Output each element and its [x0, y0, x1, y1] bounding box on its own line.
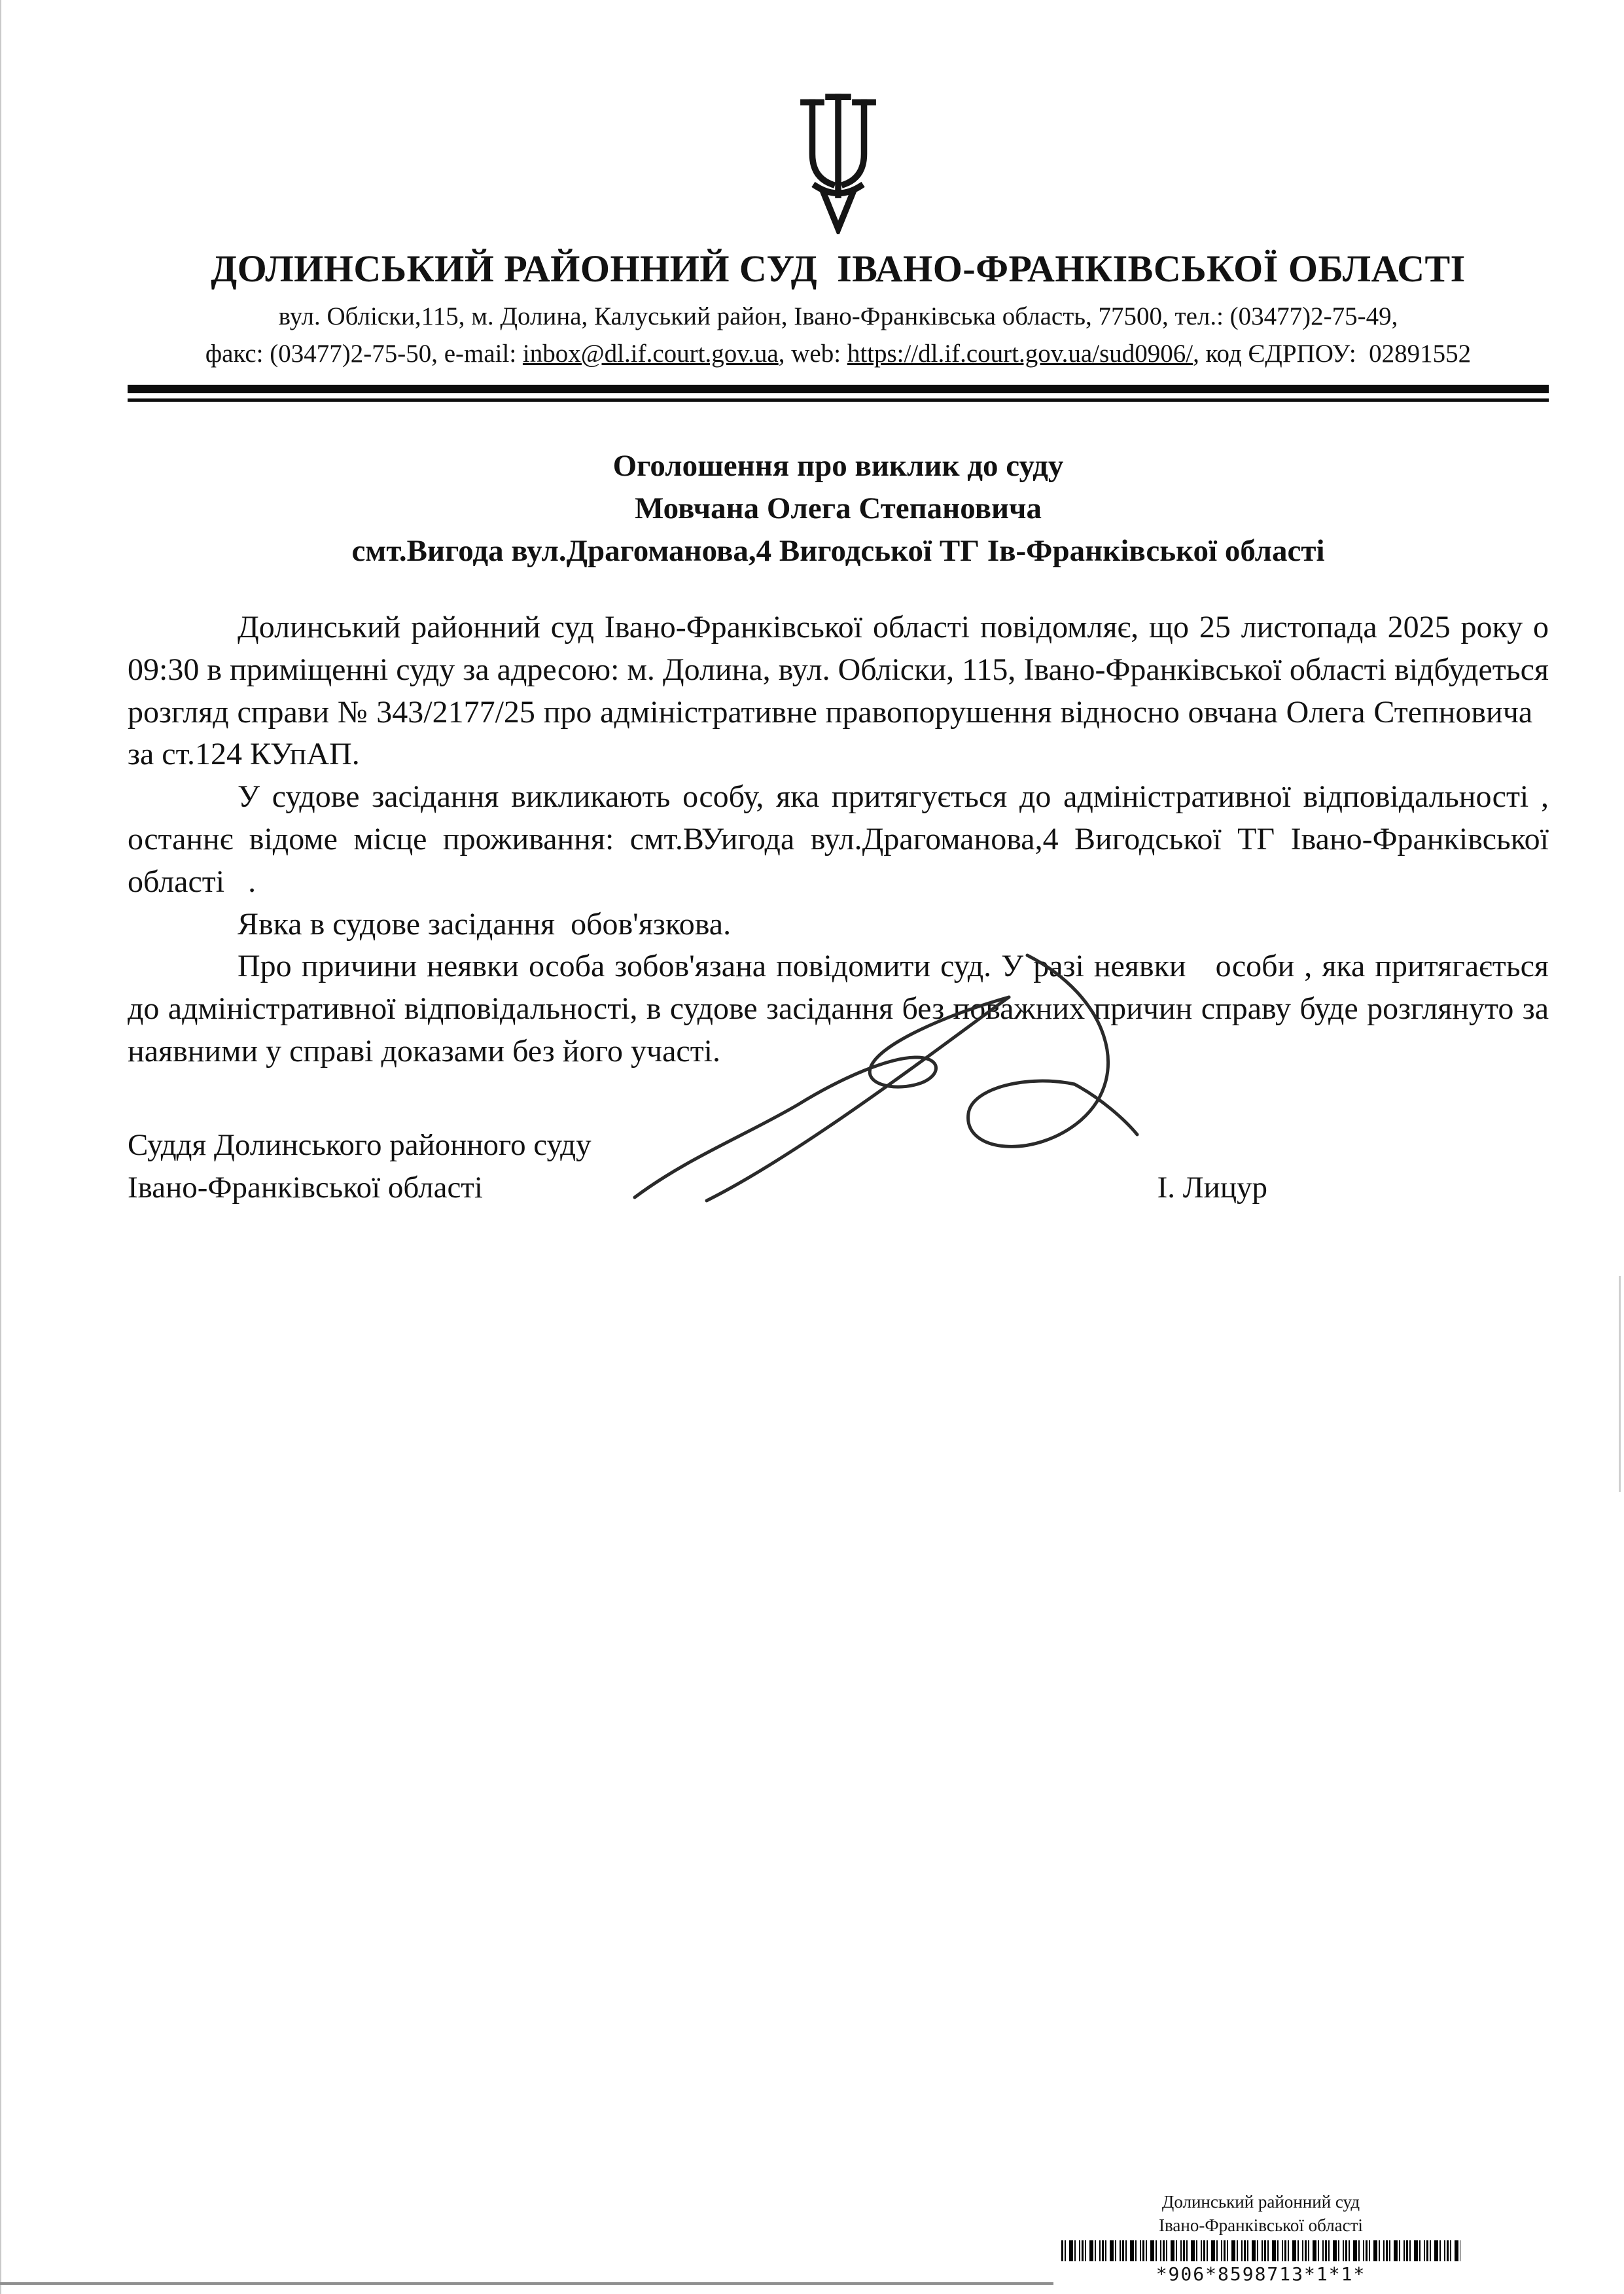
fax-text: факс: (03477)2-75-50, e-mail: [205, 339, 523, 368]
judge-name: І. Лицур [1157, 1171, 1267, 1205]
judge-title-line2: Івано-Франківської області [128, 1171, 483, 1205]
body-paragraph-4: Про причини неявки особа зобов'язана повідомити суд. У разі неявки особи , яка притягається до адміністративної відповідальності, в судове засідання без поважних причин справу буде розглянуто за наявними у справі доказами без його участі. [128, 949, 1549, 1068]
footer-stamp [1061, 2191, 1460, 2286]
signature-block [128, 1124, 1549, 1210]
court-name: ДОЛИНСЬКИЙ РАЙОННИЙ СУД ІВАНО-ФРАНКІВСЬКОЇ ОБЛАСТІ [211, 247, 1466, 290]
barcode [1061, 2240, 1460, 2261]
body-paragraph-2: У судове засідання викликають особу, яка притягується до адміністративної відповідальності , останнє відоме місце проживання: смт.ВУигода вул.Драгоманова,4 Вигодської ТГ Івано-Франківської області . [128, 779, 1549, 899]
document-content [128, 92, 1549, 1210]
edrpou-text: , код ЄДРПОУ: 02891552 [1193, 339, 1472, 368]
web-label-text: , web: [778, 339, 847, 368]
announcement-title-line1: Оголошення про виклик до суду [612, 449, 1064, 484]
barcode-number: *906*8598713*1*1* [1156, 2263, 1366, 2285]
header-divider-thick [128, 385, 1549, 393]
header-divider-thin [128, 398, 1549, 402]
body-paragraph-3: Явка в судове засідання обов'язкова. [238, 906, 732, 942]
body-paragraph-1: Долинський районний суд Івано-Франківської області повідомляє, що 25 листопада 2025 року о 09:30 в приміщенні суду за адресою: м. Долина, вул. Обліски, 115, Івано-Франківської області відбудеться розгляд справи № 343/2177/25 про адміністративне правопорушення відносно овчана Олега Степновича за ст.124 КУпАП. [128, 609, 1549, 772]
address-line-2 [128, 336, 1549, 372]
website-link[interactable]: https://dl.if.court.gov.ua/sud0906/ [847, 339, 1193, 368]
ukraine-trident-emblem-icon [789, 92, 887, 234]
judge-title [128, 1124, 591, 1210]
announcement-title-line2: Мовчана Олега Степановича [634, 491, 1042, 526]
scan-artifact-right-line [1619, 1276, 1621, 1492]
letterhead [128, 92, 1549, 402]
footer-court-line2: Івано-Франківської області [1159, 2215, 1363, 2235]
scan-artifact-bottom-line [0, 2282, 1053, 2285]
address-line-1: вул. Обліски,115, м. Долина, Калуський район, Івано-Франківська область, 77500, тел.: (03477)2-75-49, [278, 302, 1398, 330]
announcement-title-line3: смт.Вигода вул.Драгоманова,4 Вигодської ТГ Ів-Франківської області [351, 534, 1325, 569]
judge-title-line1: Суддя Долинського районного суду [128, 1127, 591, 1162]
footer-court-line1: Долинський районний суд [1161, 2192, 1360, 2212]
email-link[interactable]: inbox@dl.if.court.gov.ua [522, 339, 779, 368]
announcement-body [128, 607, 1549, 1073]
scan-artifact-left-edge [0, 0, 1, 2294]
announcement-title [128, 445, 1549, 573]
